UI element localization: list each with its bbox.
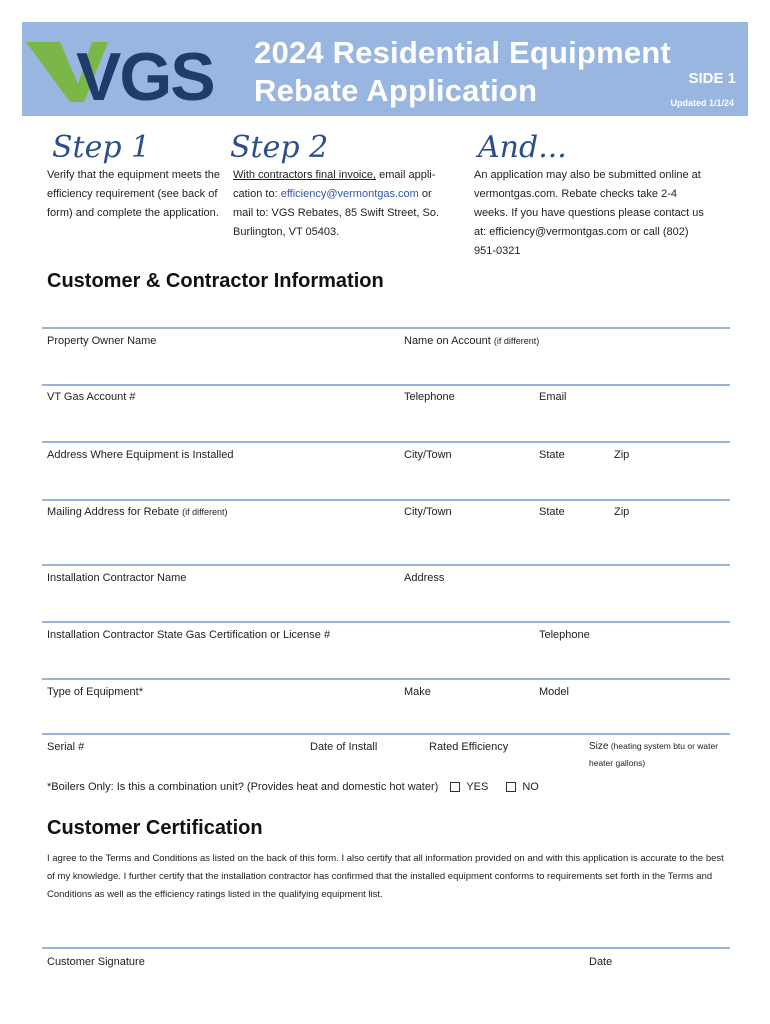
telephone-field[interactable]: Telephone — [404, 391, 455, 403]
boiler-question — [47, 781, 539, 793]
customer-section-title: Customer & Contractor Information — [47, 270, 384, 292]
form-line — [42, 384, 730, 386]
install-address-field[interactable]: Address Where Equipment is Installed — [47, 449, 234, 461]
install-state-field[interactable]: State — [539, 449, 565, 461]
form-line — [42, 733, 730, 735]
logo-text: VGS — [76, 39, 214, 106]
signature-date-field[interactable]: Date — [589, 956, 613, 968]
form-line — [42, 441, 730, 443]
certification-text: I agree to the Terms and Conditions as listed on the back of this form. I also certify that all information provided on and with this application is accurate to the best of my knowledge. I further certify that the installation contractor has confirmed that the installed equipment conforms to requirements set forth in the Terms and Conditions as well as the efficiency ratings listed in the qualifying equipment list. — [47, 853, 724, 900]
header-banner — [22, 22, 748, 116]
form-line — [42, 621, 730, 623]
and-heading: And... — [478, 130, 567, 165]
date-install-field[interactable]: Date of Install — [310, 741, 378, 753]
step-2-text-b: or mail to: VGS Rebates, 85 Swift Street, So. Burlington, VT 05403. — [233, 188, 440, 238]
name-on-account-field[interactable] — [404, 335, 539, 347]
mailing-address-note: (if different) — [182, 507, 228, 517]
name-on-account-label: Name on Account — [404, 335, 491, 347]
mailing-address-label: Mailing Address for Rebate — [47, 506, 180, 518]
contractor-address-field[interactable]: Address — [404, 572, 445, 584]
make-field[interactable]: Make — [404, 686, 431, 698]
yes-checkbox[interactable] — [450, 782, 460, 792]
step-2-underline: With contractors final invoice, — [233, 169, 377, 181]
install-zip-field[interactable]: Zip — [614, 449, 630, 461]
customer-signature-field[interactable]: Customer Signature — [47, 956, 145, 968]
rated-efficiency-field[interactable]: Rated Efficiency — [429, 741, 509, 753]
mailing-address-field[interactable] — [47, 506, 228, 518]
form-line — [42, 947, 730, 949]
form-line — [42, 499, 730, 501]
mailing-state-field[interactable]: State — [539, 506, 565, 518]
name-on-account-note: (if different) — [493, 336, 540, 346]
form-line — [42, 564, 730, 566]
updated-date: Updated 1/1/24 — [670, 98, 734, 108]
step-2-text-a: email appli-cation to: — [233, 169, 436, 200]
page-title — [254, 34, 671, 110]
form-line — [42, 678, 730, 680]
title-line-1: 2024 Residential Equipment — [254, 35, 671, 70]
contractor-license-field[interactable]: Installation Contractor State Gas Certification or License # — [47, 629, 331, 641]
size-note: (heating system btu or water heater gallons) — [589, 741, 719, 768]
form-line — [42, 327, 730, 329]
size-label: Size — [589, 741, 609, 752]
boiler-question-text: *Boilers Only: Is this a combination unit? (Provides heat and domestic hot water) — [47, 781, 439, 793]
and-text: An application may also be submitted online at vermontgas.com. Rebate checks take 2-4 weeks. If you have questions please contact us at: efficiency@vermontgas.com or call (802) 951-0321 — [474, 169, 704, 257]
property-owner-field[interactable]: Property Owner Name — [47, 335, 157, 347]
step-2-heading: Step 2 — [230, 130, 329, 165]
no-label: NO — [522, 781, 539, 793]
equipment-type-field[interactable]: Type of Equipment* — [47, 686, 144, 698]
account-number-field[interactable]: VT Gas Account # — [47, 391, 136, 403]
title-line-2: Rebate Application — [254, 73, 538, 108]
contractor-name-field[interactable]: Installation Contractor Name — [47, 572, 187, 584]
serial-field[interactable]: Serial # — [47, 741, 85, 753]
step-1-heading: Step 1 — [52, 130, 151, 165]
contractor-telephone-field[interactable]: Telephone — [539, 629, 590, 641]
email-field[interactable]: Email — [539, 391, 567, 403]
vgs-logo — [26, 36, 236, 106]
model-field[interactable]: Model — [539, 686, 569, 698]
yes-label: YES — [466, 781, 489, 793]
side-label: SIDE 1 — [688, 70, 736, 87]
size-field[interactable] — [589, 738, 729, 771]
mailing-zip-field[interactable]: Zip — [614, 506, 630, 518]
step-2-text — [233, 166, 451, 242]
mailing-city-field[interactable]: City/Town — [404, 506, 452, 518]
no-checkbox[interactable] — [506, 782, 516, 792]
efficiency-email-link[interactable]: efficiency@vermontgas.com — [280, 188, 419, 200]
certification-title: Customer Certification — [47, 817, 263, 839]
install-city-field[interactable]: City/Town — [404, 449, 452, 461]
step-1-text: Verify that the equipment meets the efficiency requirement (see back of form) and complete the application. — [47, 169, 221, 219]
